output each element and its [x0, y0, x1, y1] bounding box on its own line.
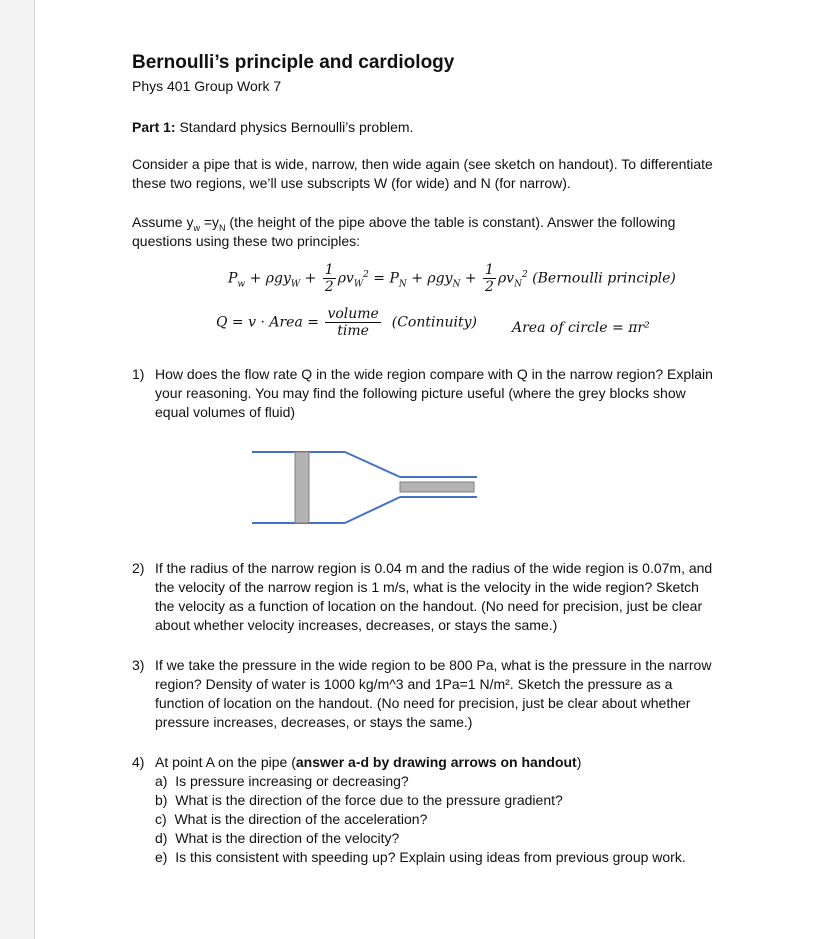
intro-line-2: these two regions, we’ll use subscripts W (for wide) and N (for narrow). [132, 175, 571, 191]
question-1-line-1: How does the flow rate Q in the wide region compare with Q in the narrow region? Explain [155, 366, 713, 382]
subquestion-d [155, 829, 399, 848]
subquestion-letter: e) [155, 849, 168, 865]
subquestion-letter: b) [155, 792, 168, 808]
part-text: Standard physics Bernoulli’s problem. [175, 119, 414, 135]
question-1-line-2: your reasoning. You may find the following picture useful (where the grey blocks show [155, 385, 686, 401]
question-1 [132, 365, 772, 425]
subquestion-letter: c) [155, 811, 167, 827]
question-3-line-4: pressure increases, decreases, or stays the same.) [155, 714, 473, 730]
question-1-line-3: equal volumes of fluid) [155, 404, 296, 420]
area-of-circle: Area of circle = πr² [512, 320, 650, 336]
left-margin-bar [0, 0, 35, 939]
subquestion-text: What is the direction of the acceleration? [174, 811, 428, 827]
intro-line-1: Consider a pipe that is wide, narrow, then wide again (see sketch on handout). To differentiate [132, 156, 713, 172]
question-2-line-4: about whether velocity increases, decreases, or stays the same.) [155, 617, 558, 633]
bernoulli-equation: $P_w + \rho gy_W$ + $\frac{1}{2}$ $\rho v_W^2 = P_N + \rho gy_N$ + $\frac{1}{2}$ $\rho v_N^2$ (Bernoulli principle) [228, 262, 676, 295]
part-label: Part 1: [132, 119, 176, 135]
question-4-instruction: answer a-d by drawing arrows on handout [295, 754, 577, 770]
question-4-number: 4) [132, 754, 145, 770]
subquestion-letter: a) [155, 773, 168, 789]
assume-line-2: questions using these two principles: [132, 233, 361, 249]
subquestion-letter: d) [155, 830, 168, 846]
pipe-bottom-taper [345, 497, 400, 523]
subquestion-text: Is this consistent with speeding up? Explain using ideas from previous group work. [175, 849, 686, 865]
question-2-number: 2) [132, 560, 145, 576]
question-4-text-c: ) [576, 754, 582, 770]
subquestion-text: What is the direction of the force due to the pressure gradient? [175, 792, 563, 808]
pipe-diagram [240, 440, 490, 530]
subquestion-text: What is the direction of the velocity? [175, 830, 400, 846]
question-2-line-3: the velocity as a function of location on the handout. (No need for precision, just be clear [155, 598, 703, 614]
question-4-text-a: At point A on the pipe ( [155, 754, 296, 770]
part-heading [132, 118, 413, 137]
bernoulli-label: (Bernoulli principle) [532, 270, 676, 287]
subquestion-a [155, 772, 409, 791]
subquestion-e [155, 848, 686, 867]
question-4 [132, 753, 772, 873]
question-3-line-1: If we take the pressure in the wide region to be 800 Pa, what is the pressure in the narrow [155, 657, 712, 673]
volume-numerator: volume [327, 306, 379, 322]
assume-text-b: (the height of the pipe above the table is constant). Answer the following [225, 214, 676, 230]
continuity-lhs: Q = v · Area = [216, 314, 319, 331]
question-3-line-2: region? Density of water is 1000 kg/m^3 and 1Pa=1 N/m². Sketch the pressure as a [155, 676, 673, 692]
pipe-top-taper [345, 452, 400, 477]
subquestion-c [155, 810, 427, 829]
question-1-number: 1) [132, 366, 145, 382]
question-3 [132, 656, 772, 736]
fluid-block-narrow [400, 482, 474, 492]
assume-sub-w: w [193, 222, 200, 233]
question-3-line-3: function of location on the handout. (No need for precision, just be clear about whether [155, 695, 691, 711]
continuity-equation [216, 306, 477, 339]
fluid-block-wide [295, 452, 309, 523]
document-title: Bernoulli’s principle and cardiology [132, 52, 455, 73]
subquestion-text: Is pressure increasing or decreasing? [175, 773, 409, 789]
document-subtitle: Phys 401 Group Work 7 [132, 78, 282, 94]
question-2 [132, 559, 772, 639]
question-2-line-1: If the radius of the narrow region is 0.04 m and the radius of the wide region is 0.07m, and [155, 560, 713, 576]
assume-eq: =y [199, 214, 220, 230]
question-2-line-2: the velocity of the narrow region is 1 m/s, what is the velocity in the wide region? Sketch [155, 579, 699, 595]
subquestion-b [155, 791, 563, 810]
assume-sub-n: N [219, 222, 226, 233]
question-3-number: 3) [132, 657, 145, 673]
question-4-line-1 [155, 753, 581, 772]
assume-text-a: Assume y [132, 214, 194, 230]
continuity-label: (Continuity) [391, 314, 477, 331]
time-denominator: time [337, 323, 369, 339]
